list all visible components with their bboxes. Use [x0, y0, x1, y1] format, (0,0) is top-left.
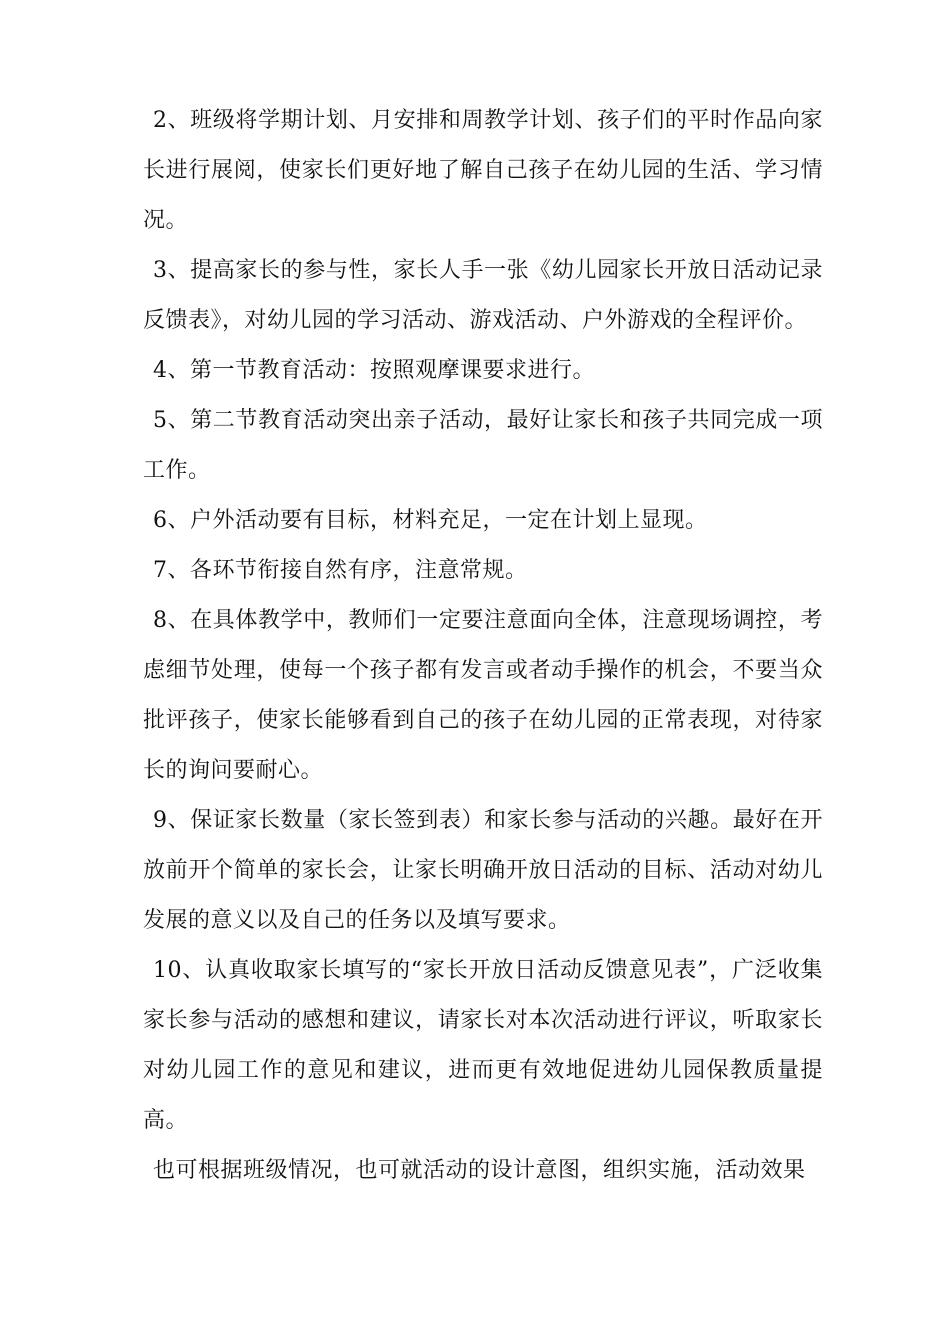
paragraph-item-3: 3、提高家长的参与性，家长人手一张《幼儿园家长开放日活动记录反馈表》，对幼儿园的学习活动、游戏活动、户外游戏的全程评价。	[143, 258, 823, 333]
paragraph-item-4: 4、第一节教育活动：按照观摩课要求进行。	[153, 358, 595, 383]
document-body	[143, 96, 823, 1196]
paragraph-item-5: 5、第二节教育活动突出亲子活动，最好让家长和孩子共同完成一项工作。	[143, 408, 823, 483]
paragraph-closing: 也可根据班级情况，也可就活动的设计意图，组织实施，活动效果	[153, 1158, 806, 1183]
paragraph-item-10: 10、认真收取家长填写的“家长开放日活动反馈意见表”，广泛收集家长参与活动的感想和建议，请家长对本次活动进行评议，听取家长对幼儿园工作的意见和建议，进而更有效地促进幼儿园保教质量提高。	[143, 958, 823, 1133]
paragraph-item-6: 6、户外活动要有目标，材料充足，一定在计划上显现。	[153, 508, 708, 533]
paragraph-item-7: 7、各环节衔接自然有序，注意常规。	[153, 558, 528, 583]
paragraph-item-2: 2、班级将学期计划、月安排和周教学计划、孩子们的平时作品向家长进行展阅，使家长们更好地了解自己孩子在幼儿园的生活、学习情况。	[143, 108, 823, 233]
paragraph-item-8: 8、在具体教学中，教师们一定要注意面向全体，注意现场调控，考虑细节处理，使每一个孩子都有发言或者动手操作的机会，不要当众批评孩子，使家长能够看到自己的孩子在幼儿园的正常表现，对待家长的询问要耐心。	[143, 608, 823, 783]
paragraph-item-9: 9、保证家长数量（家长签到表）和家长参与活动的兴趣。最好在开放前开个简单的家长会，让家长明确开放日活动的目标、活动对幼儿发展的意义以及自己的任务以及填写要求。	[143, 808, 823, 933]
